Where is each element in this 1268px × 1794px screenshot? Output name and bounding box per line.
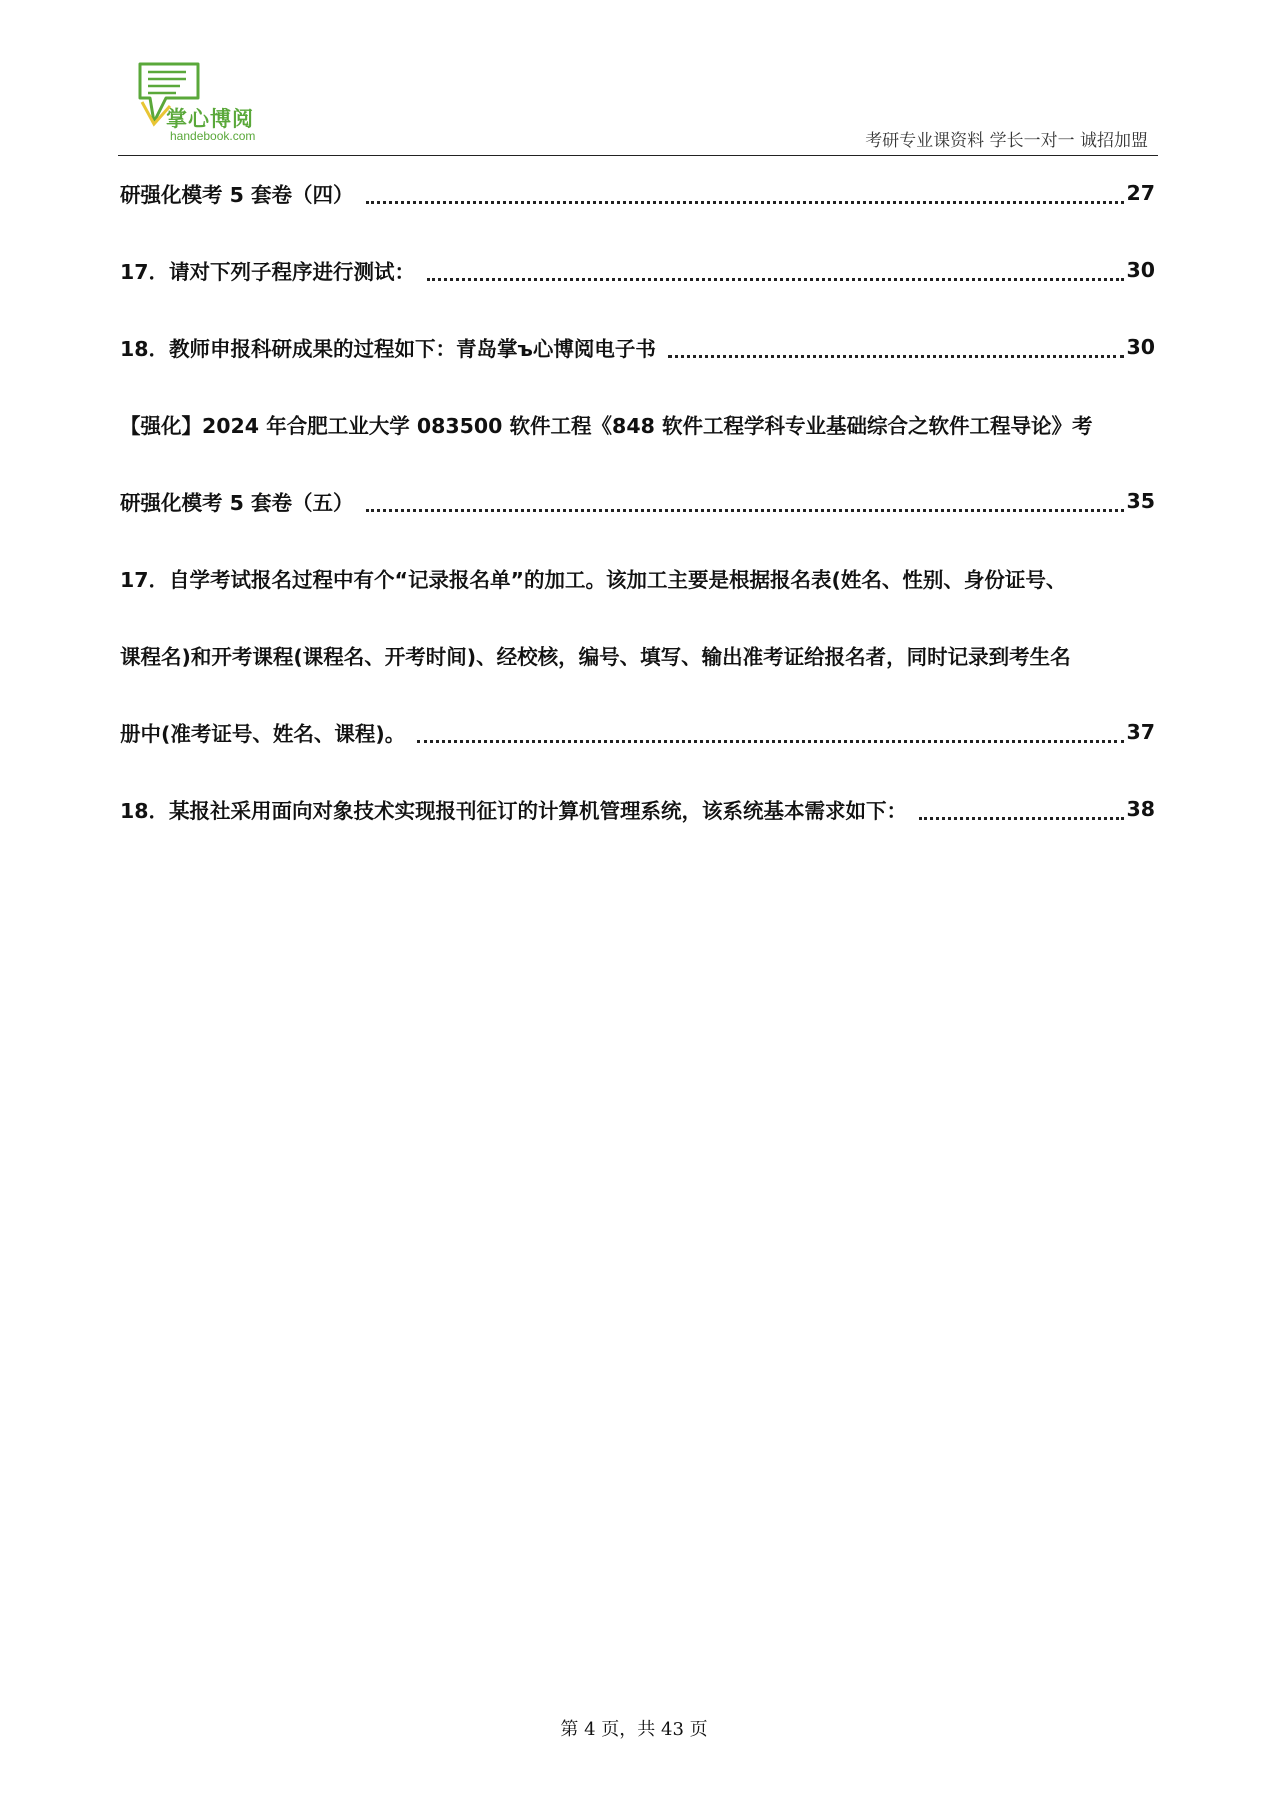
toc-entry-text: 17．自学考试报名过程中有个“记录报名单”的加工。该加工主要是根据报名表(姓名、性别、身份证号、 bbox=[120, 567, 1067, 592]
toc-leader-dots bbox=[366, 189, 1125, 204]
toc-entry[interactable] bbox=[120, 539, 1155, 616]
toc-entry-text: 18．某报社采用面向对象技术实现报刊征订的计算机管理系统，该系统基本需求如下： bbox=[120, 798, 908, 823]
logo-domain-text: handebook.com bbox=[170, 129, 256, 143]
toc-page-number: 37 bbox=[1126, 719, 1155, 744]
toc-entry[interactable] bbox=[120, 462, 1155, 539]
toc-page-number: 30 bbox=[1126, 257, 1155, 282]
toc-entry[interactable] bbox=[120, 770, 1155, 847]
toc-entry[interactable] bbox=[120, 616, 1155, 693]
toc-entry-text: 18．教师申报科研成果的过程如下：青岛掌ъ心博阅电子书 bbox=[120, 336, 656, 361]
toc-entry-text: 17．请对下列子程序进行测试： bbox=[120, 259, 416, 284]
toc-entry[interactable] bbox=[120, 308, 1155, 385]
table-of-contents bbox=[120, 154, 1155, 847]
toc-leader-dots bbox=[366, 497, 1125, 512]
toc-leader-dots bbox=[919, 805, 1124, 820]
toc-entry[interactable] bbox=[120, 385, 1155, 462]
page-footer: 第 4 页，共 43 页 bbox=[560, 1719, 708, 1740]
toc-entry[interactable] bbox=[120, 231, 1155, 308]
toc-page-number: 30 bbox=[1126, 334, 1155, 359]
toc-page-number: 27 bbox=[1126, 180, 1155, 205]
header-tagline: 考研专业课资料 学长一对一 诚招加盟 bbox=[865, 131, 1148, 151]
toc-entry-text: 研强化模考 5 套卷（五） bbox=[120, 490, 354, 515]
toc-entry-text: 研强化模考 5 套卷（四） bbox=[120, 182, 354, 207]
toc-entry[interactable] bbox=[120, 693, 1155, 770]
logo-brand-text: 掌心博阅 bbox=[166, 107, 254, 131]
toc-leader-dots bbox=[427, 266, 1124, 281]
toc-leader-dots bbox=[668, 343, 1125, 358]
toc-entry-text: 课程名)和开考课程(课程名、开考时间)、经校核，编号、填写、输出准考证给报名者，同时记录到考生名 bbox=[120, 644, 1071, 669]
toc-page-number: 38 bbox=[1126, 796, 1155, 821]
toc-entry-text: 册中(准考证号、姓名、课程)。 bbox=[120, 721, 406, 746]
toc-page-number: 35 bbox=[1126, 488, 1155, 513]
toc-entry[interactable] bbox=[120, 154, 1155, 231]
toc-leader-dots bbox=[417, 728, 1124, 743]
toc-entry-text: 【强化】2024 年合肥工业大学 083500 软件工程《848 软件工程学科专业基础综合之软件工程导论》考 bbox=[120, 413, 1093, 438]
